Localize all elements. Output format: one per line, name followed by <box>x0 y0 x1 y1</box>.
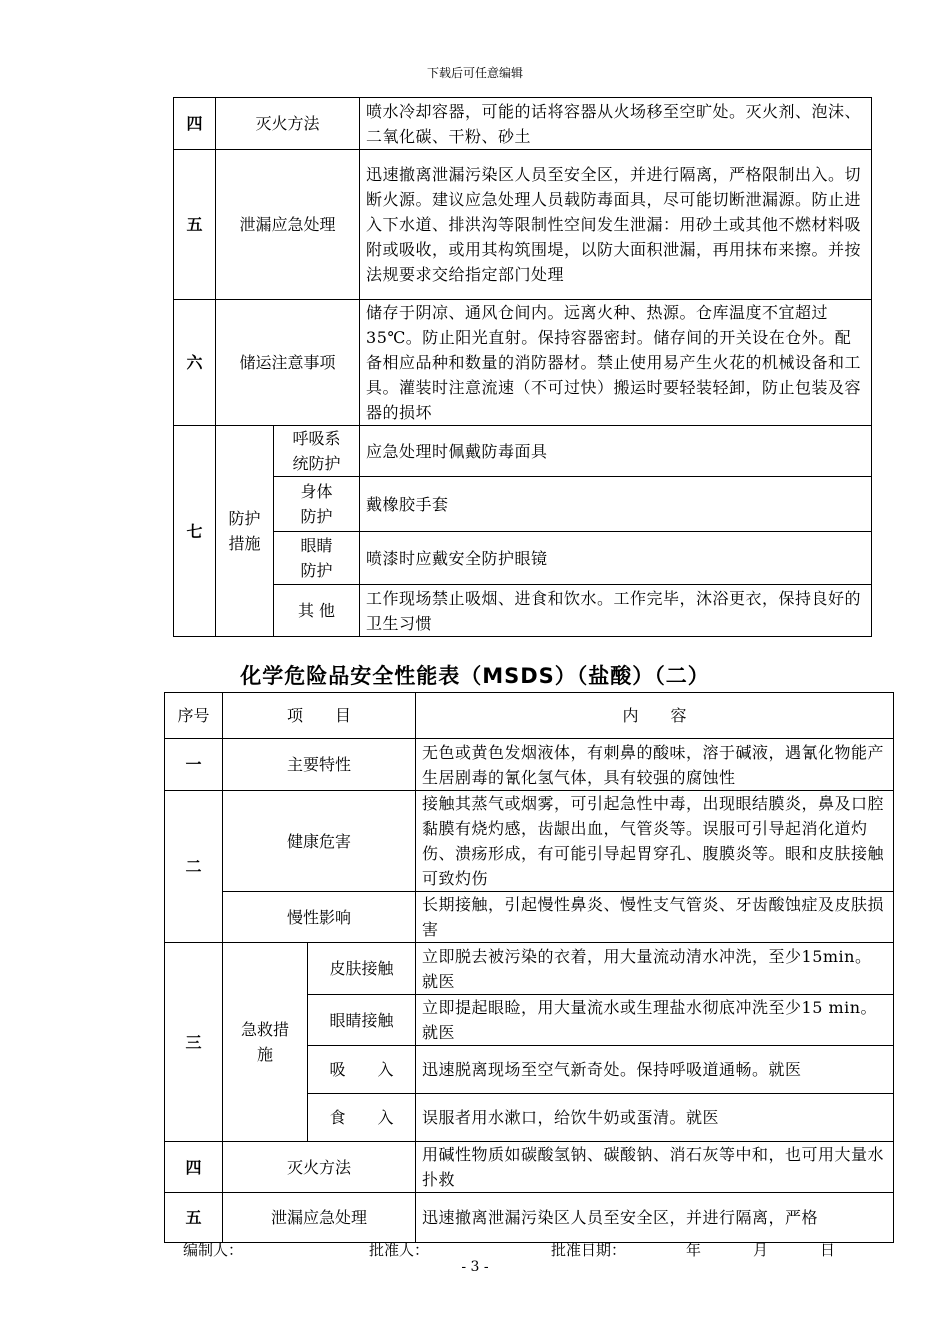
item-label: 灭火方法 <box>216 98 360 150</box>
item-content: 戴橡胶手套 <box>360 477 872 532</box>
table-title: 化学危险品安全性能表（MSDS）（盐酸）（二） <box>240 664 710 688</box>
item-content: 喷漆时应戴安全防护眼镜 <box>360 532 872 585</box>
table-row <box>174 150 872 300</box>
item-content: 立即脱去被污染的衣着，用大量流动清水冲洗，至少15min。就医 <box>416 943 894 995</box>
table-row <box>165 1193 894 1243</box>
row-number: 五 <box>165 1193 223 1243</box>
item-content: 误服者用水漱口，给饮牛奶或蛋清。就医 <box>416 1094 894 1142</box>
item-label: 防护措施 <box>216 426 274 637</box>
approve-date-label: 批准日期： <box>551 1241 627 1259</box>
item-content: 接触其蒸气或烟雾，可引起急性中毒，出现眼结膜炎，鼻及口腔黏膜有烧灼感，齿龈出血，气管炎等。误服可引导起消化道灼伤、溃疡形成，有可能引导起胃穿孔、腹膜炎等。眼和皮肤接触可致灼伤 <box>416 791 894 892</box>
table-row <box>165 791 894 892</box>
compiler-label: 编制人： <box>183 1241 244 1259</box>
item-content: 长期接触，引起慢性鼻炎、慢性支气管炎、牙齿酸蚀症及皮肤损害 <box>416 892 894 943</box>
table-row <box>165 739 894 791</box>
item-content: 应急处理时佩戴防毒面具 <box>360 426 872 477</box>
table-row <box>174 532 872 585</box>
table-row <box>174 98 872 150</box>
sub-item-label: 其 他 <box>274 585 360 637</box>
item-content: 喷水冷却容器，可能的话将容器从火场移至空旷处。灭火剂、泡沫、二氧化碳、干粉、砂土 <box>360 98 872 150</box>
header-num: 序号 <box>165 693 223 739</box>
item-content: 用碱性物质如碳酸氢钠、碳酸钠、消石灰等中和，也可用大量水扑救 <box>416 1142 894 1193</box>
item-label: 泄漏应急处理 <box>216 150 360 300</box>
sub-item-label: 呼吸系统防护 <box>274 426 360 477</box>
table-row <box>174 585 872 637</box>
row-number: 二 <box>165 791 223 943</box>
sub-item-label: 身体防护 <box>274 477 360 532</box>
item-content: 迅速撤离泄漏污染区人员至安全区，并进行隔离，严格 <box>416 1193 894 1243</box>
item-content: 储存于阴凉、通风仓间内。远离火种、热源。仓库温度不宜超过35℃。防止阳光直射。保持容器密封。储存间的开关设在仓外。配备相应品种和数量的消防器材。禁止使用易产生火花的机械设备和工具。灌装时注意流速（不可过快）搬运时要轻装轻卸，防止包装及容器的损坏 <box>360 300 872 426</box>
year-label: 年 <box>686 1241 702 1259</box>
sub-item-label: 皮肤接触 <box>308 943 416 995</box>
sub-item-label: 眼睛接触 <box>308 995 416 1046</box>
item-label: 主要特性 <box>223 739 416 791</box>
sub-item-label: 食 入 <box>308 1094 416 1142</box>
msds-table-part1 <box>173 97 872 637</box>
page-number: - 3 - <box>461 1259 489 1275</box>
page-header: 下载后可任意编辑 <box>426 66 523 80</box>
item-label: 急救措施 <box>223 943 308 1142</box>
table-row <box>174 426 872 477</box>
item-content: 迅速脱离现场至空气新奇处。保持呼吸道通畅。就医 <box>416 1046 894 1094</box>
row-number: 七 <box>174 426 216 637</box>
item-label: 灭火方法 <box>223 1142 416 1193</box>
row-number: 三 <box>165 943 223 1142</box>
msds-table-part2 <box>164 692 894 1243</box>
table-row <box>165 1142 894 1193</box>
row-number: 五 <box>174 150 216 300</box>
row-number: 四 <box>165 1142 223 1193</box>
row-number: 六 <box>174 300 216 426</box>
row-number: 四 <box>174 98 216 150</box>
item-label: 慢性影响 <box>223 892 416 943</box>
header-item: 项 目 <box>223 693 416 739</box>
item-content: 工作现场禁止吸烟、进食和饮水。工作完毕，沐浴更衣，保持良好的卫生习惯 <box>360 585 872 637</box>
table-row <box>165 943 894 995</box>
table-row <box>174 477 872 532</box>
item-label: 储运注意事项 <box>216 300 360 426</box>
table-header-row <box>165 693 894 739</box>
item-label: 健康危害 <box>223 791 416 892</box>
sub-item-label: 吸 入 <box>308 1046 416 1094</box>
table-row <box>165 892 894 943</box>
header-content: 内 容 <box>416 693 894 739</box>
item-content: 立即提起眼睑，用大量流水或生理盐水彻底冲洗至少15 min。就医 <box>416 995 894 1046</box>
item-label: 泄漏应急处理 <box>223 1193 416 1243</box>
table-row <box>174 300 872 426</box>
sub-item-label: 眼睛防护 <box>274 532 360 585</box>
month-label: 月 <box>753 1241 769 1259</box>
day-label: 日 <box>820 1241 836 1259</box>
item-content: 迅速撤离泄漏污染区人员至安全区，并进行隔离，严格限制出入。切断火源。建议应急处理人员载防毒面具，尽可能切断泄漏源。防止进入下水道、排洪沟等限制性空间发生泄漏：用砂土或其他不燃材料吸附或吸收，或用其构筑围堤，以防大面积泄漏，再用抹布来擦。并按法规要求交给指定部门处理 <box>360 150 872 300</box>
row-number: 一 <box>165 739 223 791</box>
item-content: 无色或黄色发烟液体，有刺鼻的酸味，溶于碱液，遇氰化物能产生居剧毒的氰化氢气体，具有较强的腐蚀性 <box>416 739 894 791</box>
approver-label: 批准人： <box>369 1241 430 1259</box>
